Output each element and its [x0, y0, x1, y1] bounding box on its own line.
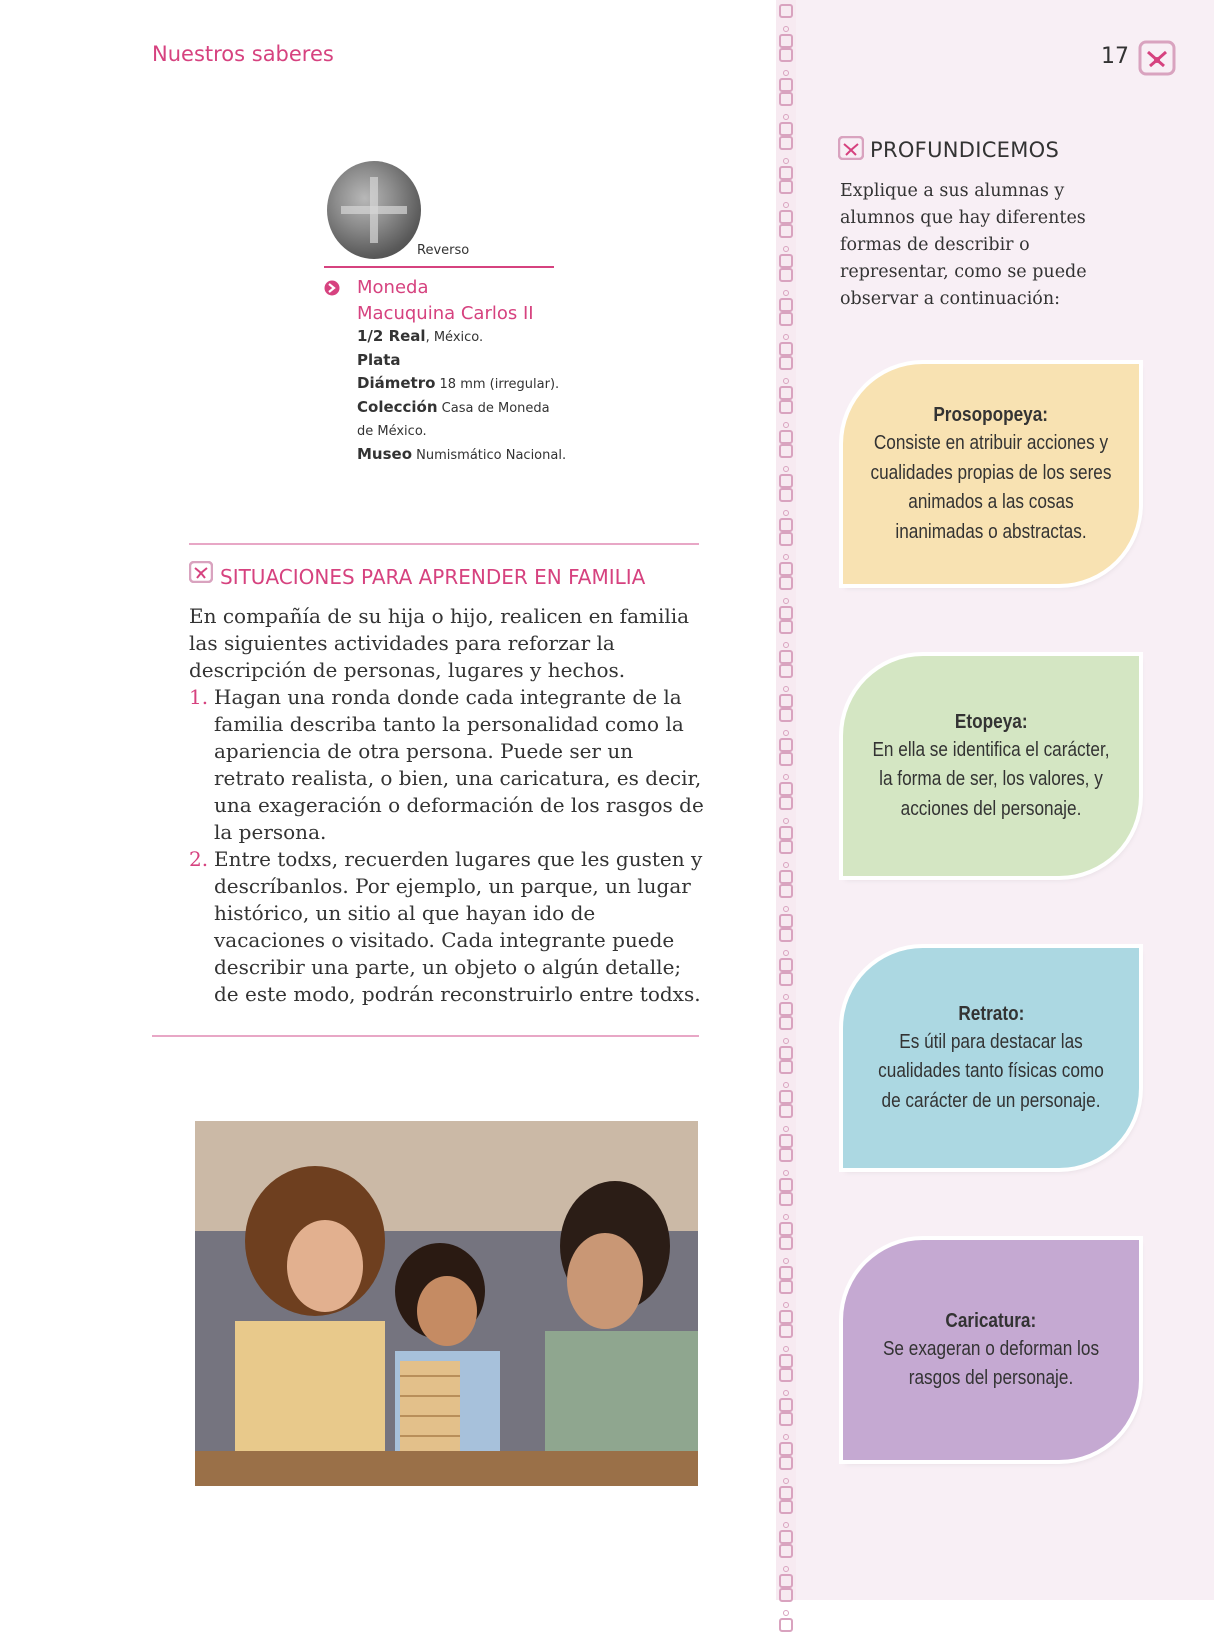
card-title: Prosopopeya: — [933, 404, 1049, 426]
border-glyph-icon — [779, 210, 793, 224]
border-glyph-icon — [779, 312, 793, 326]
list-text: Hagan una ronda donde cada integrante de la familia describa tanto la personalidad como la apariencia de otra persona. Puede ser un retrato realista, o bien, una caricatura, es decir, una exageración o deformación de los rasgos de la persona. — [214, 685, 704, 844]
border-glyph-icon — [779, 914, 793, 928]
border-glyph-icon — [779, 268, 793, 282]
border-dot-icon — [783, 950, 789, 956]
coin-title — [357, 275, 534, 327]
border-dot-icon — [783, 1390, 789, 1396]
border-glyph-icon — [779, 444, 793, 458]
border-dot-icon — [783, 290, 789, 296]
border-dot-icon — [783, 510, 789, 516]
coin-details — [357, 325, 567, 467]
border-dot-icon — [783, 1170, 789, 1176]
card-etopeya — [843, 656, 1139, 876]
border-glyph-icon — [779, 254, 793, 268]
flower-glyph-icon — [838, 136, 864, 164]
border-glyph-icon — [779, 180, 793, 194]
border-dot-icon — [783, 202, 789, 208]
border-glyph-icon — [779, 576, 793, 590]
card-caricatura — [843, 1240, 1139, 1460]
border-glyph-icon — [779, 562, 793, 576]
card-text: Se exageran o deforman los rasgos del personaje. — [882, 1337, 1100, 1389]
border-glyph-icon — [779, 620, 793, 634]
border-glyph-icon — [779, 532, 793, 546]
border-dot-icon — [783, 1566, 789, 1572]
coin-diameter: Diámetro 18 mm (irregular). — [357, 374, 560, 392]
list-number: 1. — [189, 685, 209, 709]
border-dot-icon — [783, 1258, 789, 1264]
border-glyph-icon — [779, 738, 793, 752]
border-dot-icon — [783, 334, 789, 340]
border-dot-icon — [783, 598, 789, 604]
border-glyph-icon — [779, 1368, 793, 1382]
border-dot-icon — [783, 70, 789, 76]
page-number: 17 — [1101, 44, 1129, 69]
border-glyph-icon — [779, 1016, 793, 1030]
activity-list — [189, 684, 709, 1008]
border-glyph-icon — [779, 122, 793, 136]
border-glyph-icon — [779, 1442, 793, 1456]
border-dot-icon — [783, 642, 789, 648]
border-glyph-icon — [779, 4, 793, 18]
border-dot-icon — [783, 994, 789, 1000]
card-prosopopeya — [843, 364, 1139, 584]
border-glyph-icon — [779, 1266, 793, 1280]
border-glyph-icon — [779, 1354, 793, 1368]
border-dot-icon — [783, 158, 789, 164]
border-dot-icon — [783, 1214, 789, 1220]
coin-divider — [324, 266, 554, 268]
border-glyph-icon — [779, 342, 793, 356]
coin-image — [327, 161, 421, 259]
border-glyph-icon — [779, 48, 793, 62]
border-dot-icon — [783, 1126, 789, 1132]
border-dot-icon — [783, 466, 789, 472]
border-glyph-icon — [779, 518, 793, 532]
border-glyph-icon — [779, 928, 793, 942]
coin-denomination: 1/2 Real, México. — [357, 327, 484, 345]
border-glyph-icon — [779, 1090, 793, 1104]
border-glyph-icon — [779, 1134, 793, 1148]
border-glyph-icon — [779, 34, 793, 48]
border-glyph-icon — [779, 1046, 793, 1060]
border-glyph-icon — [779, 650, 793, 664]
border-glyph-icon — [779, 694, 793, 708]
border-dot-icon — [783, 26, 789, 32]
card-title: Retrato: — [958, 1002, 1024, 1025]
border-glyph-icon — [779, 1280, 793, 1294]
border-dot-icon — [783, 906, 789, 912]
section-divider — [152, 1035, 699, 1037]
border-dot-icon — [783, 554, 789, 560]
coin-collection: Colección Casa de Moneda de México. — [357, 398, 550, 439]
coin-museum: Museo Numismático Nacional. — [357, 445, 567, 463]
border-glyph-icon — [779, 796, 793, 810]
border-glyph-icon — [779, 1412, 793, 1426]
border-glyph-icon — [779, 870, 793, 884]
border-dot-icon — [783, 1302, 789, 1308]
border-glyph-icon — [779, 78, 793, 92]
list-text: Entre todxs, recuerden lugares que les gusten y descríbanlos. Por ejemplo, un parque, un lugar histórico, un sitio al que hayan ido de vacaciones o visitado. Cada integrante puede describir una parte, un objeto o algún detalle; de este modo, podrán reconstruirlo entre todxs. — [214, 847, 703, 1006]
border-glyph-icon — [779, 1192, 793, 1206]
card-title: Etopeya: — [954, 710, 1028, 733]
border-glyph-icon — [779, 1002, 793, 1016]
border-glyph-icon — [779, 708, 793, 722]
border-glyph-icon — [779, 1104, 793, 1118]
coin-title-line: Moneda — [357, 277, 429, 298]
border-dot-icon — [783, 1434, 789, 1440]
coin-title-line: Macuquina Carlos II — [357, 303, 534, 324]
border-glyph-icon — [779, 1310, 793, 1324]
border-glyph-icon — [779, 972, 793, 986]
border-glyph-icon — [779, 400, 793, 414]
border-glyph-icon — [779, 136, 793, 150]
border-glyph-icon — [779, 1486, 793, 1500]
border-dot-icon — [783, 1478, 789, 1484]
border-glyph-icon — [779, 1236, 793, 1250]
list-item — [189, 846, 709, 1008]
border-glyph-icon — [779, 1324, 793, 1338]
border-glyph-icon — [779, 1530, 793, 1544]
border-glyph-icon — [779, 166, 793, 180]
border-glyph-icon — [779, 664, 793, 678]
border-glyph-icon — [779, 224, 793, 238]
border-glyph-icon — [779, 826, 793, 840]
border-glyph-icon — [779, 298, 793, 312]
border-glyph-icon — [779, 356, 793, 370]
border-dot-icon — [783, 378, 789, 384]
border-glyph-icon — [779, 1398, 793, 1412]
border-glyph-icon — [779, 884, 793, 898]
border-glyph-icon — [779, 1148, 793, 1162]
border-glyph-icon — [779, 430, 793, 444]
border-glyph-icon — [779, 1222, 793, 1236]
border-glyph-icon — [779, 1500, 793, 1514]
border-dot-icon — [783, 114, 789, 120]
border-dot-icon — [783, 246, 789, 252]
border-dot-icon — [783, 818, 789, 824]
border-glyph-icon — [779, 474, 793, 488]
border-dot-icon — [783, 422, 789, 428]
border-glyph-icon — [779, 1060, 793, 1074]
flower-glyph-icon — [189, 561, 213, 587]
card-text: Es útil para destacar las cualidades tanto físicas como de carácter de un personaje. — [878, 1030, 1104, 1112]
border-dot-icon — [783, 1038, 789, 1044]
border-dot-icon — [783, 862, 789, 868]
list-item — [189, 684, 709, 846]
border-glyph-icon — [779, 606, 793, 620]
border-dot-icon — [783, 730, 789, 736]
border-dot-icon — [783, 1522, 789, 1528]
border-glyph-icon — [779, 840, 793, 854]
card-text: Consiste en atribuir acciones y cualidades propias de los seres animados a las cosas inanimadas o abstractas. — [870, 432, 1112, 543]
border-glyph-icon — [779, 958, 793, 972]
family-photo — [195, 1121, 698, 1486]
profundicemos-text: Explique a sus alumnas y alumnos que hay diferentes formas de describir o representar, como se puede observar a continuación: — [840, 181, 1087, 309]
border-dot-icon — [783, 1346, 789, 1352]
border-glyph-icon — [779, 1618, 793, 1632]
family-intro: En compañía de su hija o hijo, realicen en familia las siguientes actividades para reforzar la descripción de personas, lugares y hechos. — [189, 604, 690, 682]
card-retrato — [843, 948, 1139, 1168]
section-title-familia: SITUACIONES PARA APRENDER EN FAMILIA — [220, 565, 646, 589]
flower-glyph-icon — [1138, 40, 1176, 80]
arrow-bullet-icon — [324, 280, 342, 300]
border-glyph-icon — [779, 1456, 793, 1470]
border-dot-icon — [783, 686, 789, 692]
border-glyph-icon — [779, 782, 793, 796]
coin-material: Plata — [357, 351, 401, 369]
border-dot-icon — [783, 1082, 789, 1088]
decorative-border — [776, 0, 796, 1600]
border-glyph-icon — [779, 488, 793, 502]
border-glyph-icon — [779, 1544, 793, 1558]
list-number: 2. — [189, 847, 209, 871]
border-glyph-icon — [779, 1178, 793, 1192]
border-dot-icon — [783, 774, 789, 780]
border-dot-icon — [783, 1610, 789, 1616]
card-title: Caricatura: — [945, 1309, 1037, 1332]
border-glyph-icon — [779, 92, 793, 106]
border-glyph-icon — [779, 752, 793, 766]
card-text: En ella se identifica el carácter, la forma de ser, los valores, y acciones del personaje. — [872, 738, 1110, 820]
running-header: Nuestros saberes — [152, 42, 334, 66]
section-title-profundicemos: PROFUNDICEMOS — [870, 138, 1060, 162]
border-glyph-icon — [779, 386, 793, 400]
section-divider — [189, 543, 699, 545]
border-glyph-icon — [779, 1574, 793, 1588]
coin-side-caption: Reverso — [417, 243, 470, 258]
